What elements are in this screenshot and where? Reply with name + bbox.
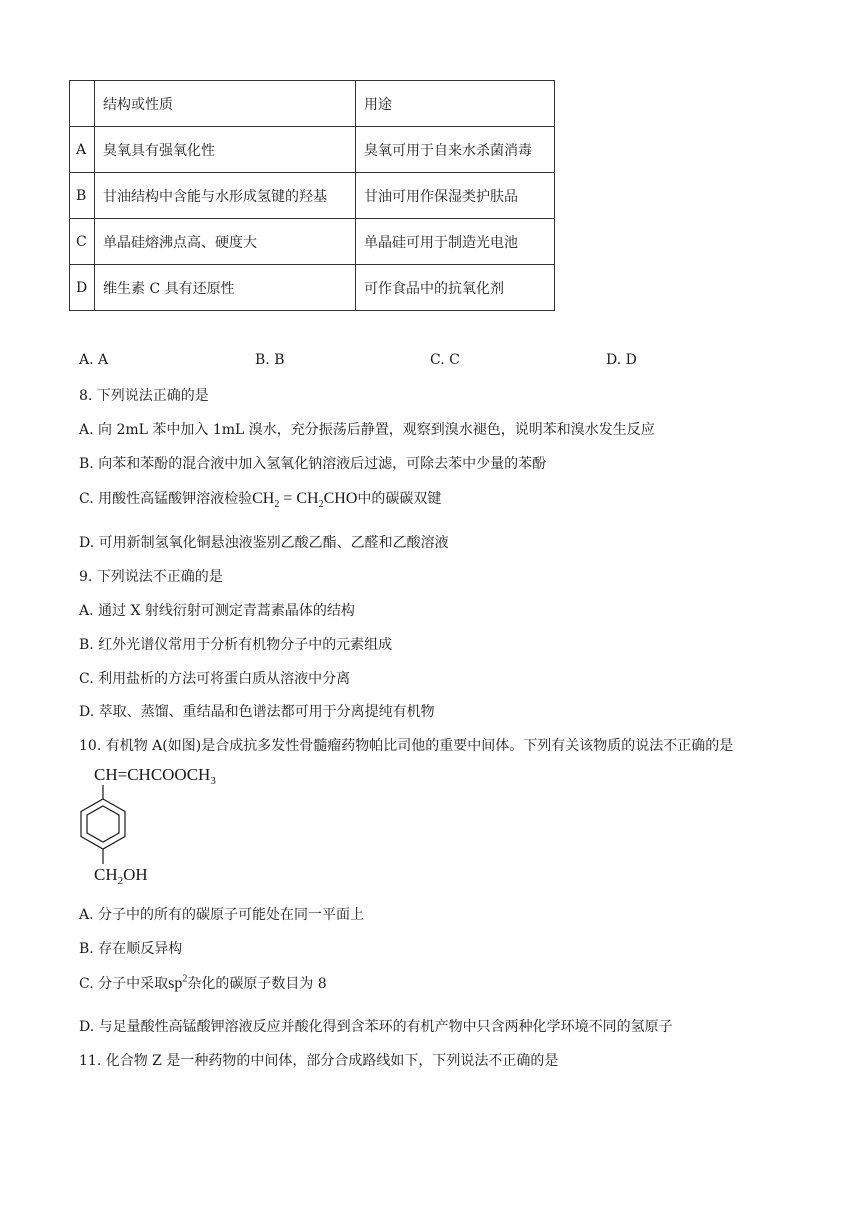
q9-option-b: B. 红外光谱仪常用于分析有机物分子中的元素组成 bbox=[79, 637, 393, 653]
property-cell: 臭氧具有强氧化性 bbox=[95, 127, 356, 173]
hybridization-formula: $sp^2$ bbox=[168, 973, 188, 992]
row-label: B bbox=[70, 173, 95, 219]
table-row bbox=[70, 265, 555, 311]
q10-c-prefix: C. 分子中采取 bbox=[79, 976, 169, 992]
q8-option-c bbox=[79, 488, 441, 510]
q8-option-a: A. 向 2mL 苯中加入 1mL 溴水，充分振荡后静置，观察到溴水褪色，说明苯和溴水发生反应 bbox=[79, 422, 655, 438]
q10-c-suffix: 杂化的碳原子数目为 8 bbox=[187, 976, 327, 992]
option-a: A. A bbox=[79, 352, 109, 368]
q9-stem: 9. 下列说法不正确的是 bbox=[79, 569, 223, 585]
q8-option-d: D. 可用新制氢氧化铜悬浊液鉴别乙酸乙酯、乙醛和乙酸溶液 bbox=[79, 535, 449, 551]
row-label: D bbox=[70, 265, 95, 311]
q9-option-d: D. 萃取、蒸馏、重结晶和色谱法都可用于分离提纯有机物 bbox=[79, 704, 435, 720]
table-row bbox=[70, 219, 555, 265]
q10-option-b: B. 存在顺反异构 bbox=[79, 941, 183, 957]
svg-text:CH=CHCOOCH3: $CH=CHCOOCH_3$ bbox=[94, 765, 216, 787]
row-label: A bbox=[70, 127, 95, 173]
option-d: D. D bbox=[606, 352, 637, 368]
chemical-formula: $CH_2 = CH_2CHO$ bbox=[252, 490, 358, 511]
option-c: C. C bbox=[430, 352, 460, 368]
q10-option-d: D. 与足量酸性高锰酸钾溶液反应并酸化得到含苯环的有机产物中只含两种化学环境不同的氢原子 bbox=[79, 1019, 673, 1035]
q8-option-b: B. 向苯和苯酚的混合液中加入氢氧化钠溶液后过滤，可除去苯中少量的苯酚 bbox=[79, 456, 547, 472]
property-cell: 甘油结构中含能与水形成氢键的羟基 bbox=[95, 173, 356, 219]
svg-text:CH2OH: $CH_2OH$ bbox=[94, 865, 148, 887]
q9-option-c: C. 利用盐析的方法可将蛋白质从溶液中分离 bbox=[79, 671, 351, 687]
q9-option-a: A. 通过 X 射线衍射可测定青蒿素晶体的结构 bbox=[79, 603, 355, 619]
use-cell: 甘油可用作保湿类护肤品 bbox=[356, 173, 555, 219]
q8-c-suffix: 中的碳碳双键 bbox=[357, 491, 442, 507]
q10-option-a: A. 分子中的所有的碳原子可能处在同一平面上 bbox=[79, 907, 365, 923]
table-header-cell bbox=[70, 81, 95, 127]
use-cell: 臭氧可用于自来水杀菌消毒 bbox=[356, 127, 555, 173]
option-b: B. B bbox=[255, 352, 285, 368]
property-cell: 维生素 C 具有还原性 bbox=[95, 265, 356, 311]
property-cell: 单晶硅熔沸点高、硬度大 bbox=[95, 219, 356, 265]
q8-c-prefix: C. 用酸性高锰酸钾溶液检验 bbox=[79, 491, 253, 507]
table-header-cell: 结构或性质 bbox=[95, 81, 356, 127]
q10-option-c bbox=[79, 973, 327, 993]
q10-stem: 10. 有机物 A(如图)是合成抗多发性骨髓瘤药物帕比司他的重要中间体。下列有关该物质的说法不正确的是 bbox=[79, 738, 734, 754]
q8-stem: 8. 下列说法正确的是 bbox=[79, 388, 209, 404]
property-use-table bbox=[69, 80, 555, 311]
q7-options bbox=[79, 352, 799, 370]
use-cell: 可作食品中的抗氧化剂 bbox=[356, 265, 555, 311]
table-row bbox=[70, 173, 555, 219]
q11-stem: 11. 化合物 Z 是一种药物的中间体，部分合成路线如下，下列说法不正确的是 bbox=[79, 1053, 559, 1069]
table-row bbox=[70, 127, 555, 173]
table-header-cell: 用途 bbox=[356, 81, 555, 127]
table-header-row bbox=[70, 81, 555, 127]
use-cell: 单晶硅可用于制造光电池 bbox=[356, 219, 555, 265]
molecule-structure-diagram bbox=[80, 762, 280, 892]
row-label: C bbox=[70, 219, 95, 265]
